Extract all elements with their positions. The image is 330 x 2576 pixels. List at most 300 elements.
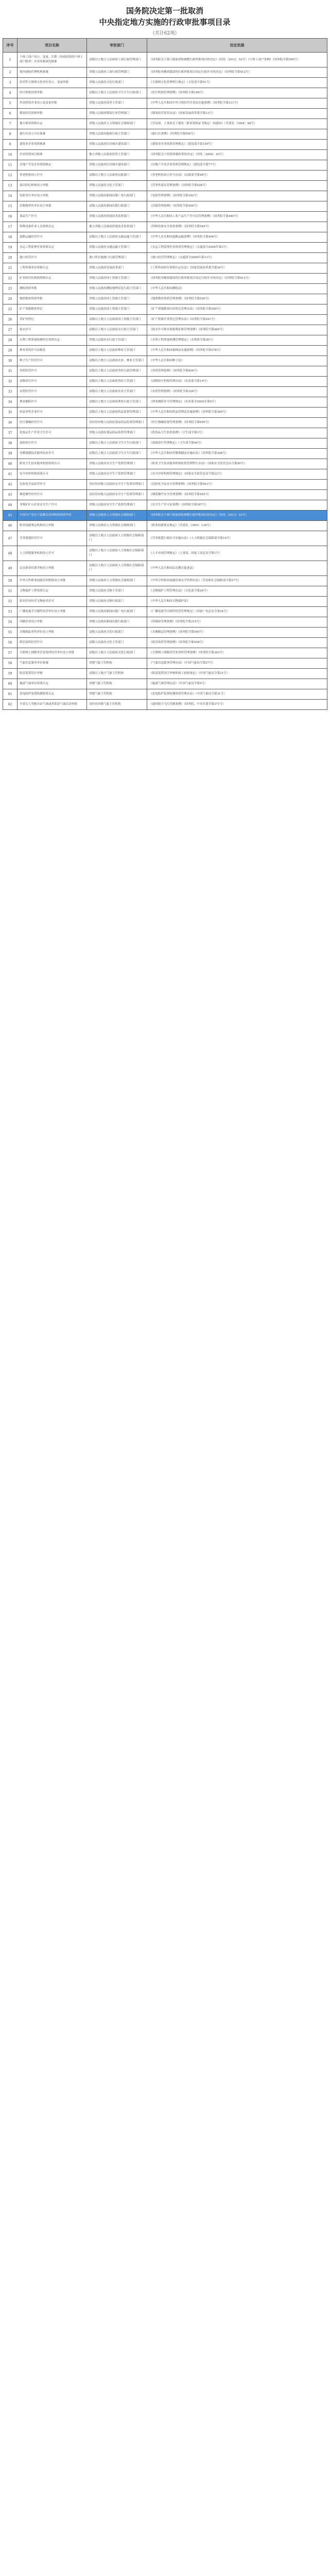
legal-basis: 《国务院关于投资体制改革的决定》（国发〔2004〕20号）: [147, 150, 327, 160]
item-name: 食品生产许可: [18, 212, 87, 222]
legal-basis: 《化妆品卫生监督条例》（卫生部令第3号）: [147, 428, 327, 438]
table-row: [3, 387, 327, 397]
legal-basis: 《雷电防护装置检测资质管理办法》（中国气象局令第31号）: [147, 689, 327, 700]
approval-department: 省级人民政府工商行政管理部门: [87, 67, 147, 78]
table-row: [3, 607, 327, 617]
item-name: 医疗器械经营许可: [18, 418, 87, 428]
approval-department: 省级人民政府新闻出版行政部门: [87, 617, 147, 628]
item-name: 防雷装置设计审核: [18, 669, 87, 679]
approval-department: 县级人民政府文化主管部门: [87, 638, 147, 648]
table-row: [3, 346, 327, 356]
legal-basis: 《建筑业企业资质管理规定》（建设部令第159号）: [147, 140, 327, 150]
row-number: 45: [3, 511, 18, 521]
table-row: [3, 700, 327, 710]
item-name: 职业卫生技术服务机构资质认可: [18, 459, 87, 469]
legal-basis: 《出版管理条例》（国务院令第594号）: [147, 201, 327, 212]
table-row: [3, 418, 327, 428]
row-number: 33: [3, 387, 18, 397]
table-row: [3, 171, 327, 181]
legal-basis: 《中华人民共和国种子法》: [147, 356, 327, 366]
row-number: 34: [3, 397, 18, 408]
row-number: 7: [3, 119, 18, 129]
approval-department: 省级人民政府旅游行政主管部门: [87, 129, 147, 140]
approval-department: 港口所在地港口行政管理部门: [87, 253, 147, 263]
document-page: [3, 5, 327, 710]
legal-basis: 《港口经营管理规定》（交通部令2009年第13号）: [147, 253, 327, 263]
header-department: 审批部门: [87, 39, 147, 53]
item-name: 渔业捕捞许可: [18, 397, 87, 408]
legal-basis: 《中外合作职业技能培训办学管理办法》（劳动和社会保障部令第27号）: [147, 576, 327, 586]
table-row: [3, 531, 327, 546]
row-number: 54: [3, 617, 18, 628]
legal-basis: 《矿产资源开采登记管理办法》（国务院令第241号）: [147, 315, 327, 325]
row-number: 14: [3, 191, 18, 201]
table-row: [3, 191, 327, 201]
approval-department: 省级气象主管机构: [87, 658, 147, 669]
approval-department: 县级以上地方人民政府渔业行政主管部门: [87, 397, 147, 408]
item-name: 地质勘查资质审批: [18, 294, 87, 304]
row-number: 6: [3, 109, 18, 119]
table-row: [3, 284, 327, 294]
row-number: 39: [3, 449, 18, 459]
legal-basis: 《旅行社条例》（国务院令第550号）: [147, 129, 327, 140]
approval-department: 县级以上地方人民政府林业主管部门: [87, 346, 147, 356]
item-name: 化妆品生产企业卫生许可: [18, 428, 87, 438]
legal-basis: 《职业卫生技术服务机构监督管理暂行办法》（国家安全监管总局令第50号）: [147, 459, 327, 469]
approval-items-table: [3, 38, 327, 710]
legal-basis: 《安全生产许可证条例》（国务院令第397号）: [147, 500, 327, 511]
approval-department: 省级人民政府商务主管部门: [87, 98, 147, 109]
table-row: [3, 119, 327, 129]
row-number: 29: [3, 346, 18, 356]
approval-department: 县级以上地方人民政府农业主管部门: [87, 387, 147, 397]
legal-basis: 《中华人民共和国中外合资经营企业法实施条例》（国务院令第311号）: [147, 98, 327, 109]
row-number: 58: [3, 658, 18, 669]
row-number: 3: [3, 78, 18, 88]
legal-basis: 《矿产资源勘查区块登记管理办法》（国务院令第240号）: [147, 304, 327, 315]
table-row: [3, 459, 327, 469]
row-number: 50: [3, 576, 18, 586]
item-name: 雷电防护装置检测资质认定: [18, 689, 87, 700]
table-row: [3, 315, 327, 325]
table-row: [3, 597, 327, 607]
legal-basis: 《特种设备安全监察条例》（国务院令第549号）: [147, 222, 327, 232]
document-title-line-2: 中央指定地方实施的行政审批事项目录: [99, 18, 231, 27]
row-number: 36: [3, 418, 18, 428]
legal-basis: 《中华人民共和国母婴保健法实施办法》（国务院令第308号）: [147, 449, 327, 459]
table-row: [3, 356, 327, 366]
table-row: [3, 325, 327, 335]
approval-department: 县级以上地方人民政府人力资源社会保障部门: [87, 546, 147, 561]
table-row: [3, 335, 327, 346]
row-number: 53: [3, 607, 18, 617]
approval-department: 省级人民政府安全生产监督管理部门: [87, 469, 147, 480]
legal-basis: 《医疗器械监督管理条例》（国务院令第650号）: [147, 418, 327, 428]
legal-basis: 《职业技能鉴定规定》（劳部发〔1993〕134号）: [147, 521, 327, 531]
legal-basis: 《营业性演出管理条例》（国务院令第528号）: [147, 181, 327, 191]
row-number: 4: [3, 88, 18, 98]
row-number: 52: [3, 597, 18, 607]
legal-basis: 《国务院对确需保留的行政审批项目设定行政许可的决定》（国务院令第412号）: [147, 274, 327, 284]
legal-basis: 《烟花爆竹安全管理条例》（国务院令第455号）: [147, 490, 327, 500]
legal-basis: 《安全评价机构管理规定》（国家安全监管总局令第22号）: [147, 469, 327, 480]
row-number: 56: [3, 638, 18, 648]
table-row: [3, 150, 327, 160]
row-number: 43: [3, 490, 18, 500]
row-number: 27: [3, 325, 18, 335]
row-number: 18: [3, 232, 18, 243]
item-name: 养老机构设立许可: [18, 171, 87, 181]
item-name: 采矿权登记: [18, 315, 87, 325]
row-number: 37: [3, 428, 18, 438]
approval-department: 省级人民政府新闻出版广电行政部门: [87, 191, 147, 201]
approval-department: 县级人民政府新闻出版行政部门: [87, 201, 147, 212]
table-row: [3, 617, 327, 628]
item-name: 音像制品零售单位设立审批: [18, 628, 87, 638]
item-name: 水利工程质量检测单位资质认定: [18, 335, 87, 346]
legal-basis: 《防雷装置设计审核和竣工验收规定》（中国气象局令第21号）: [147, 669, 327, 679]
row-number: 61: [3, 689, 18, 700]
legal-basis: 《地质勘查资质管理条例》（国务院令第520号）: [147, 294, 327, 304]
table-row: [3, 500, 327, 511]
row-number: 46: [3, 521, 18, 531]
item-name: 旅行社设立分社备案: [18, 129, 87, 140]
table-body: [3, 53, 327, 710]
row-number: 42: [3, 480, 18, 490]
row-number: 17: [3, 222, 18, 232]
item-name: 动物诊疗许可: [18, 377, 87, 387]
row-number: 10: [3, 150, 18, 160]
table-row: [3, 263, 327, 274]
approval-department: 县级以上地方人民政府交通运输主管部门: [87, 232, 147, 243]
row-number: 23: [3, 284, 18, 294]
legal-basis: 《娱乐场所管理条例》（国务院令第458号）: [147, 638, 327, 648]
table-row: [3, 232, 327, 243]
legal-basis: 《工程咨询单位资格认定办法》（国家发展改革委令第29号）: [147, 263, 327, 274]
row-number: 57: [3, 648, 18, 658]
row-number: 16: [3, 212, 18, 222]
approval-department: 省级人民政府住房城乡建设部门: [87, 160, 147, 171]
approval-department: 省级人民政府文化主管部门: [87, 181, 147, 191]
legal-basis: 《电影管理条例》（国务院令第342号）: [147, 191, 327, 201]
table-row: [3, 160, 327, 171]
table-row: [3, 638, 327, 648]
approval-department: 省级气象主管机构: [87, 679, 147, 689]
legal-basis: 《互联网上网服务营业场所管理条例》（国务院令第363号）: [147, 648, 327, 658]
row-number: 62: [3, 700, 18, 710]
table-row: [3, 294, 327, 304]
item-name: 放射诊疗许可: [18, 438, 87, 449]
table-row: [3, 129, 327, 140]
approval-department: 省级人民政府人力资源社会保障部门: [87, 511, 147, 521]
table-row: [3, 511, 327, 521]
table-row: [3, 366, 327, 377]
legal-basis: 《文物保护工程管理办法》（文化部令第26号）: [147, 586, 327, 597]
table-row: [3, 658, 327, 669]
table-row: [3, 212, 327, 222]
approval-department: 省级人民政府国土资源主管部门: [87, 304, 147, 315]
table-row: [3, 222, 327, 232]
approval-department: 设区的市级气象主管机构: [87, 700, 147, 710]
approval-department: 省级人民政府国土资源主管部门: [87, 294, 147, 304]
item-name: 测绘资质审批: [18, 284, 87, 294]
table-row: [3, 304, 327, 315]
approval-department: 省级人民政府人力资源社会保障部门: [87, 576, 147, 586]
table-row: [3, 449, 327, 459]
item-name: 医疗机构设置审批: [18, 88, 87, 98]
header-basis: 设定依据: [147, 39, 327, 53]
row-number: 38: [3, 438, 18, 449]
row-number: 35: [3, 408, 18, 418]
table-row: [3, 679, 327, 689]
legal-basis: 《中华人民共和国民办教育促进法》: [147, 561, 327, 576]
table-row: [3, 53, 327, 67]
item-name: 演出经纪机构设立审批: [18, 181, 87, 191]
legal-basis: 《取水许可和水资源费征收管理条例》（国务院令第460号）: [147, 325, 327, 335]
table-row: [3, 490, 327, 500]
approval-department: 省级人民政府人力资源社会保障部门: [87, 119, 147, 129]
row-number: 41: [3, 469, 18, 480]
approval-department: 设区的市级人民政府安全生产监督管理部门: [87, 490, 147, 500]
document-subtitle: （共计62项）: [150, 31, 180, 36]
legal-basis: 《中华人民共和国文物保护法》: [147, 597, 327, 607]
approval-department: 地方各级人民政府投资主管部门: [87, 150, 147, 160]
row-number: 1: [3, 53, 18, 67]
row-number: 26: [3, 315, 18, 325]
table-row: [3, 469, 327, 480]
table-header-row: [3, 39, 327, 53]
legal-basis: 《国务院关于第六批取消和调整行政审批项目的决定》（国发〔2012〕52号）: [147, 511, 327, 521]
item-name: 矿业权评估机构资格认定: [18, 274, 87, 284]
item-name: 文物保护工程资质认定: [18, 586, 87, 597]
legal-basis: 《音像制品管理条例》（国务院令第595号）: [147, 628, 327, 638]
row-number: 8: [3, 129, 18, 140]
table-row: [3, 253, 327, 263]
legal-basis: 《施放气球管理办法》（中国气象局令第9号）: [147, 679, 327, 689]
legal-basis: 《水运工程监理企业资质管理规定》（交通部令2004年第3号）: [147, 243, 327, 253]
table-row: [3, 561, 327, 576]
table-row: [3, 377, 327, 387]
item-name: 母婴保健技术服务执业许可: [18, 449, 87, 459]
legal-basis: 《劳动部、人事部关于颁发〈职业资格证书规定〉的通知》（劳部发〔1994〕98号）: [147, 119, 327, 129]
approval-department: 县级以上地方人民政府国土资源主管部门: [87, 315, 147, 325]
table-row: [3, 648, 327, 658]
legal-basis: 《中华人民共和国森林法实施条例》（国务院令第278号）: [147, 346, 327, 356]
legal-basis: 《危险化学品安全管理条例》（国务院令第591号）: [147, 480, 327, 490]
item-name: 个体工商户设立、变更、注销（外商投资的个体工商户除外）企业名称预先核准: [18, 53, 87, 67]
legal-basis: 《中华人民共和国药品管理法实施条例》（国务院令第360号）: [147, 408, 327, 418]
legal-basis: 《水利工程质量检测管理规定》（水利部令第36号）: [147, 335, 327, 346]
item-name: 职业技能鉴定机构设立审批: [18, 521, 87, 531]
approval-department: 县级以上地方人民政府卫生计生行政部门: [87, 449, 147, 459]
row-number: 21: [3, 263, 18, 274]
table-row: [3, 480, 327, 490]
approval-department: 省级人民政府安全生产监督管理部门: [87, 459, 147, 469]
legal-basis: 《煤炭经营监管办法》（国家发展改革委令第13号）: [147, 109, 327, 119]
item-name: 安全评价机构资质认可: [18, 469, 87, 480]
item-name: 煤炭经营资格审批: [18, 109, 87, 119]
approval-department: 县级以上地方人民政府人力资源社会保障部门: [87, 561, 147, 576]
item-name: 矿产资源勘查登记: [18, 304, 87, 315]
row-number: 44: [3, 500, 18, 511]
row-number: 15: [3, 201, 18, 212]
approval-department: 省级人民政府国土资源主管部门: [87, 274, 147, 284]
approval-department: 省级人民政府质量技术监督部门: [87, 212, 147, 222]
table-row: [3, 428, 327, 438]
legal-basis: 《放射诊疗管理规定》（卫生部令第46号）: [147, 438, 327, 449]
legal-basis: 《国务院关于第六批取消和调整行政审批项目的决定》（国发〔2012〕52号）《个体工商户条例》（国务院令第596号）: [147, 53, 327, 67]
item-name: 广播电视节目制作经营单位设立审批: [18, 607, 87, 617]
row-number: 49: [3, 561, 18, 576]
approval-department: 设区的市级人民政府安全生产监督管理部门: [87, 480, 147, 490]
legal-basis: 《通用航空飞行管制条例》（国务院、中央军委令第371号）: [147, 700, 327, 710]
row-number: 55: [3, 628, 18, 638]
row-number: 59: [3, 669, 18, 679]
item-name: 港口经营许可: [18, 253, 87, 263]
table-row: [3, 243, 327, 253]
item-name: 特种设备作业人员资格认定: [18, 222, 87, 232]
table-row: [3, 67, 327, 78]
table-row: [3, 546, 327, 561]
table-row: [3, 689, 327, 700]
table-row: [3, 669, 327, 679]
approval-department: 县级人民政府文化行政部门: [87, 628, 147, 638]
approval-department: 县级以上地方人民政府药品监督管理部门: [87, 408, 147, 418]
row-number: 9: [3, 140, 18, 150]
row-number: 13: [3, 181, 18, 191]
document-title-line-1: 国务院决定第一批取消: [126, 6, 203, 15]
item-name: 经营性互联网文化单位设立、变更审批: [18, 78, 87, 88]
item-name: 外商投资企业设立及变更审批: [18, 98, 87, 109]
approval-department: 县级以上地方气象主管机构: [87, 669, 147, 679]
table-row: [3, 408, 327, 418]
legal-basis: 《劳务派遣行政许可实施办法》（人力资源社会保障部令第19号）: [147, 531, 327, 546]
row-number: 40: [3, 459, 18, 469]
item-name: 互联网上网服务营业场所经营单位设立审批: [18, 648, 87, 658]
item-name: 境内商标代理机构备案: [18, 67, 87, 78]
row-number: 2: [3, 67, 18, 78]
approval-department: 省级气象主管机构: [87, 689, 147, 700]
row-number: 20: [3, 253, 18, 263]
approval-department: 县级以上地方人民政府工商行政管理部门: [87, 53, 147, 67]
item-name: 兽药经营许可: [18, 366, 87, 377]
approval-department: 省级人民政府交通运输主管部门: [87, 243, 147, 253]
item-name: 升放无人驾驶自由气球或者系留气球活动审批: [18, 700, 87, 710]
item-name: 地方职业资格认定: [18, 119, 87, 129]
approval-department: 县级以上地方人民政府民政部门: [87, 171, 147, 181]
row-number: 12: [3, 171, 18, 181]
row-number: 28: [3, 335, 18, 346]
item-name: 印刷企业设立审批: [18, 617, 87, 628]
table-row: [3, 78, 327, 88]
table-row: [3, 438, 327, 449]
item-name: 人力资源服务机构设立许可: [18, 546, 87, 561]
legal-basis: 《人才市场管理规定》（人事部、国家工商总局令第1号）: [147, 546, 327, 561]
approval-department: 省级人民政府食品药品监督管理部门: [87, 428, 147, 438]
row-number: 31: [3, 366, 18, 377]
row-number: 30: [3, 356, 18, 366]
legal-basis: 《农药管理条例》（国务院令第326号）: [147, 387, 327, 397]
row-number: 24: [3, 294, 18, 304]
row-number: 19: [3, 243, 18, 253]
approval-department: 地方各级人民政府质量技术监督部门: [87, 222, 147, 232]
approval-department: 县级以上地方人民政府卫生计生行政部门: [87, 88, 147, 98]
row-number: 32: [3, 377, 18, 387]
item-name: 中外合作职业技能培训机构设立审批: [18, 576, 87, 586]
table-row: [3, 628, 327, 638]
item-name: 房地产开发企业资质核定: [18, 160, 87, 171]
legal-basis: 《中华人民共和国工业产品生产许可证管理条例》（国务院令第440号）: [147, 212, 327, 222]
table-row: [3, 576, 327, 586]
item-name: 道路运输经营许可: [18, 232, 87, 243]
legal-basis: 《房地产开发企业资质管理规定》（建设部令第77号）: [147, 160, 327, 171]
table-row: [3, 274, 327, 284]
table-row: [3, 140, 327, 150]
table-row: [3, 88, 327, 98]
row-number: 48: [3, 546, 18, 561]
legal-basis: 《中华人民共和国测绘法》: [147, 284, 327, 294]
legal-basis: 《动物诊疗机构管理办法》（农业部令第19号）: [147, 377, 327, 387]
approval-department: 省级人民政府安全生产监督管理部门: [87, 500, 147, 511]
row-number: 22: [3, 274, 18, 284]
item-name: 电影发行单位设立审批: [18, 191, 87, 201]
item-name: 林木采伐许可证核发: [18, 346, 87, 356]
approval-department: 省级人民政府发展改革部门: [87, 263, 147, 274]
item-name: 药品零售企业许可: [18, 408, 87, 418]
legal-basis: 《养老机构设立许可办法》（民政部令第48号）: [147, 171, 327, 181]
item-name: 劳务派遣经营许可: [18, 531, 87, 546]
approval-department: 县级以上地方人民政府人力资源社会保障部门: [87, 531, 147, 546]
row-number: 60: [3, 679, 18, 689]
item-name: 烟花爆竹经营许可: [18, 490, 87, 500]
header-no: 序号: [3, 39, 18, 53]
legal-basis: 《印刷业管理条例》（国务院令第315号）: [147, 617, 327, 628]
approval-department: 省级人民政府文化行政部门: [87, 78, 147, 88]
approval-department: 县级以上地方人民政府文化行政部门: [87, 648, 147, 658]
row-number: 5: [3, 98, 18, 109]
table-row: [3, 98, 327, 109]
table-row: [3, 201, 327, 212]
approval-department: 县级以上地方人民政府农业、林业主管部门: [87, 356, 147, 366]
table-row: [3, 521, 327, 531]
approval-department: 省级人民政府水行政主管部门: [87, 335, 147, 346]
item-name: 非煤矿矿山企业安全生产许可: [18, 500, 87, 511]
item-name: 取水许可: [18, 325, 87, 335]
table-row: [3, 181, 327, 191]
item-name: 水运工程监理企业资质认定: [18, 243, 87, 253]
table-row: [3, 586, 327, 597]
legal-basis: 《气象信息服务管理办法》（中国气象局令第27号）: [147, 658, 327, 669]
legal-basis: 《渔业捕捞许可管理规定》（农业部令2002年第4号）: [147, 397, 327, 408]
legal-basis: 《医疗机构管理条例》（国务院令第149号）: [147, 88, 327, 98]
approval-department: 省级人民政府文物行政部门: [87, 597, 147, 607]
approval-department: 省级人民政府人力资源社会保障部门: [87, 521, 147, 531]
item-name: 出版物零售单位设立审批: [18, 201, 87, 212]
approval-department: 省级人民政府新闻出版广电行政部门: [87, 607, 147, 617]
item-name: 施放气球单位资质认定: [18, 679, 87, 689]
item-name: 工程咨询单位资格认定: [18, 263, 87, 274]
item-name: 危险化学品经营许可: [18, 480, 87, 490]
header-item-name: 项目名称: [18, 39, 87, 53]
item-name: 民办职业培训学校设立审批: [18, 561, 87, 576]
approval-department: 县级以上地方人民政府水行政主管部门: [87, 325, 147, 335]
row-number: 11: [3, 160, 18, 171]
approval-department: 省级人民政府测绘地理信息行政主管部门: [87, 284, 147, 294]
table-row: [3, 109, 327, 119]
legal-basis: 《国务院对确需保留的行政审批项目设定行政许可的决定》（国务院令第412号）: [147, 67, 327, 78]
approval-department: 省级人民政府文物主管部门: [87, 586, 147, 597]
item-name: 娱乐场所经营许可: [18, 638, 87, 648]
